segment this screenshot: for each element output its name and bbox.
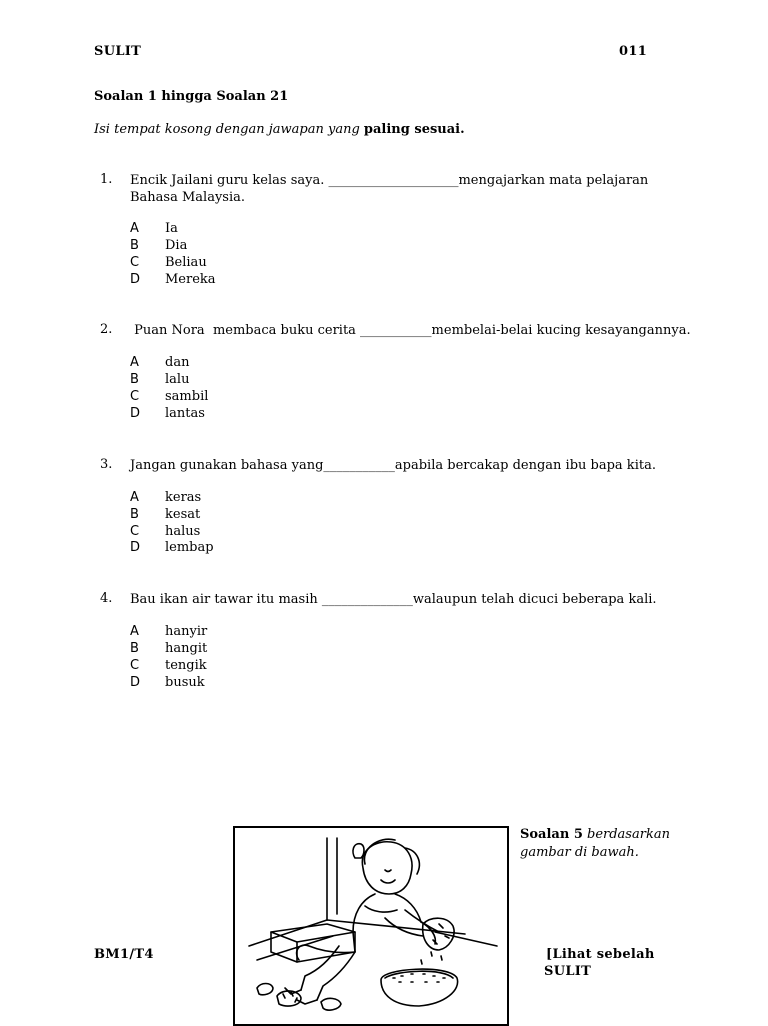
question-text: Puan Nora membaca buku cerita ___________membelai-belai kucing kesayangannya. — [130, 323, 691, 338]
option-c[interactable] — [130, 389, 208, 406]
option-b[interactable] — [130, 507, 200, 524]
option-letter: D — [130, 540, 141, 555]
option-letter: C — [130, 658, 140, 673]
option-d[interactable] — [130, 540, 214, 557]
option-b[interactable] — [130, 238, 187, 255]
option-text: hangit — [165, 641, 208, 656]
question-number: 4. — [100, 591, 113, 606]
footer-code: BM1/T4 — [94, 947, 154, 962]
question-5-caption-line-1 — [520, 826, 670, 843]
question-text: Jangan gunakan bahasa yang___________apabila bercakap dengan ibu bapa kita. — [130, 458, 656, 473]
option-letter: D — [130, 675, 141, 690]
option-letter: C — [130, 389, 140, 404]
option-letter: A — [130, 355, 139, 370]
instruction-bold: paling sesuai. — [363, 122, 465, 137]
question-5-label: Soalan 5 — [520, 827, 583, 842]
option-d[interactable] — [130, 675, 205, 692]
option-text: Dia — [165, 238, 188, 253]
instruction-italic: Isi tempat kosong dengan jawapan yang — [94, 122, 364, 137]
option-c[interactable] — [130, 658, 207, 675]
option-b[interactable] — [130, 372, 189, 389]
option-text: halus — [165, 524, 201, 539]
option-letter: D — [130, 272, 141, 287]
question-text: Bau ikan air tawar itu masih ______________walaupun telah dicuci beberapa kali. — [130, 592, 657, 607]
option-d[interactable] — [130, 406, 205, 423]
option-letter: B — [130, 372, 139, 387]
option-text: lalu — [165, 372, 190, 387]
question-number: 2. — [100, 322, 113, 337]
header-paper-code: 011 — [619, 44, 648, 59]
option-text: Mereka — [165, 272, 216, 287]
option-text: kesat — [165, 507, 201, 522]
option-letter: A — [130, 221, 139, 236]
option-text: lembap — [165, 540, 214, 555]
option-text: Ia — [165, 221, 178, 236]
question-5-caption-text: berdasarkan — [582, 827, 670, 842]
option-letter: C — [130, 255, 140, 270]
header-confidential: SULIT — [94, 44, 142, 59]
option-text: Beliau — [165, 255, 207, 270]
option-letter: A — [130, 490, 139, 505]
option-letter: A — [130, 624, 139, 639]
question-5-caption-line-2: gambar di bawah. — [520, 845, 639, 860]
footer-confidential: SULIT — [544, 964, 592, 979]
option-text: hanyir — [165, 624, 208, 639]
section-title: Soalan 1 hingga Soalan 21 — [94, 89, 289, 104]
option-b[interactable] — [130, 641, 207, 658]
question-text: Encik Jailani guru kelas saya. ____________________mengajarkan mata pelajaran Bahasa Malaysia. — [130, 173, 649, 205]
girl-opening-durian-illustration — [235, 828, 507, 1024]
option-letter: C — [130, 524, 140, 539]
footer-turn-over: [Lihat sebelah — [546, 947, 655, 962]
question-number: 3. — [100, 457, 113, 472]
option-a[interactable] — [130, 355, 189, 372]
option-letter: D — [130, 406, 141, 421]
option-d[interactable] — [130, 272, 216, 289]
option-text: busuk — [165, 675, 205, 690]
option-letter: B — [130, 641, 139, 656]
question-5-picture — [233, 826, 509, 1026]
option-text: dan — [165, 355, 190, 370]
option-text: keras — [165, 490, 202, 505]
question-number: 1. — [100, 172, 113, 187]
option-c[interactable] — [130, 524, 200, 541]
option-a[interactable] — [130, 221, 178, 238]
option-letter: B — [130, 238, 139, 253]
option-letter: B — [130, 507, 139, 522]
option-c[interactable] — [130, 255, 207, 272]
option-text: sambil — [165, 389, 209, 404]
option-text: tengik — [165, 658, 207, 673]
option-a[interactable] — [130, 490, 201, 507]
instruction — [94, 121, 465, 138]
option-text: lantas — [165, 406, 205, 421]
option-a[interactable] — [130, 624, 207, 641]
